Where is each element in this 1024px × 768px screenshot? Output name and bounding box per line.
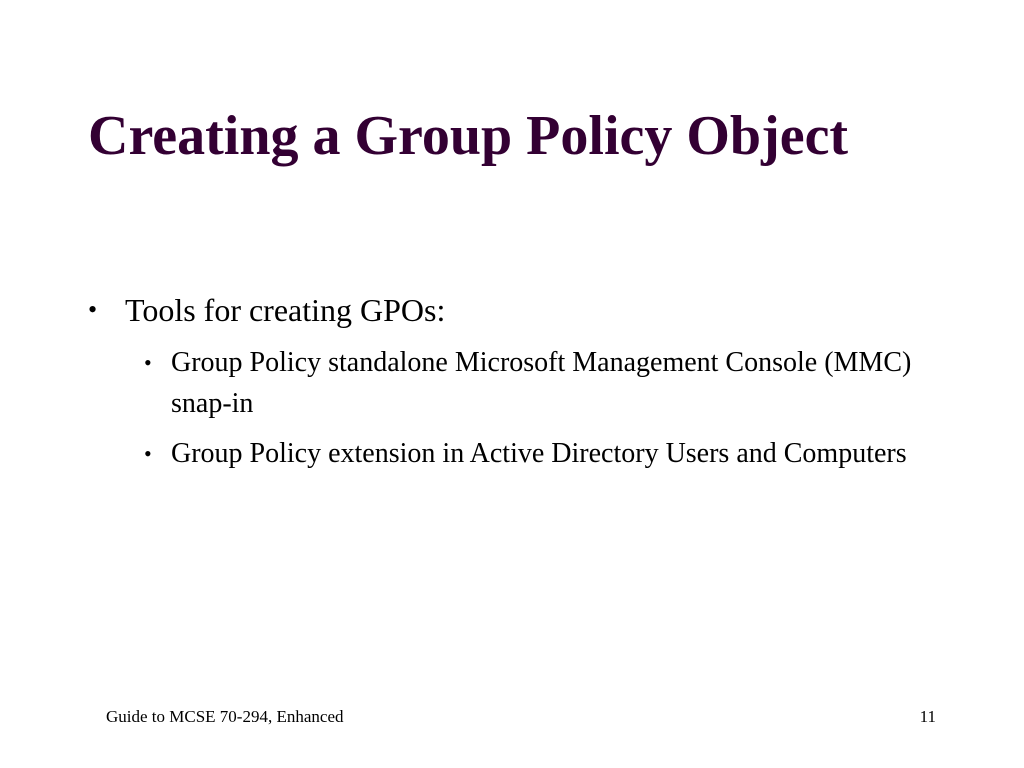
slide-title: Creating a Group Policy Object: [88, 105, 849, 167]
footer-page-number: 11: [919, 707, 936, 726]
bullet-item: [88, 290, 948, 330]
footer-course-title: Guide to MCSE 70-294, Enhanced: [106, 707, 344, 726]
sub-bullet-item: [144, 433, 924, 474]
sub-bullet-text: Group Policy standalone Microsoft Management Console (MMC) snap-in: [171, 347, 912, 419]
sub-bullet-marker: •: [144, 441, 152, 466]
sub-bullet-text: Group Policy extension in Active Directory Users and Computers: [171, 438, 907, 469]
bullet-marker: •: [88, 295, 98, 324]
sub-bullet-item: [144, 342, 924, 424]
sub-bullet-marker: •: [144, 350, 152, 375]
bullet-text: Tools for creating GPOs:: [125, 292, 446, 328]
